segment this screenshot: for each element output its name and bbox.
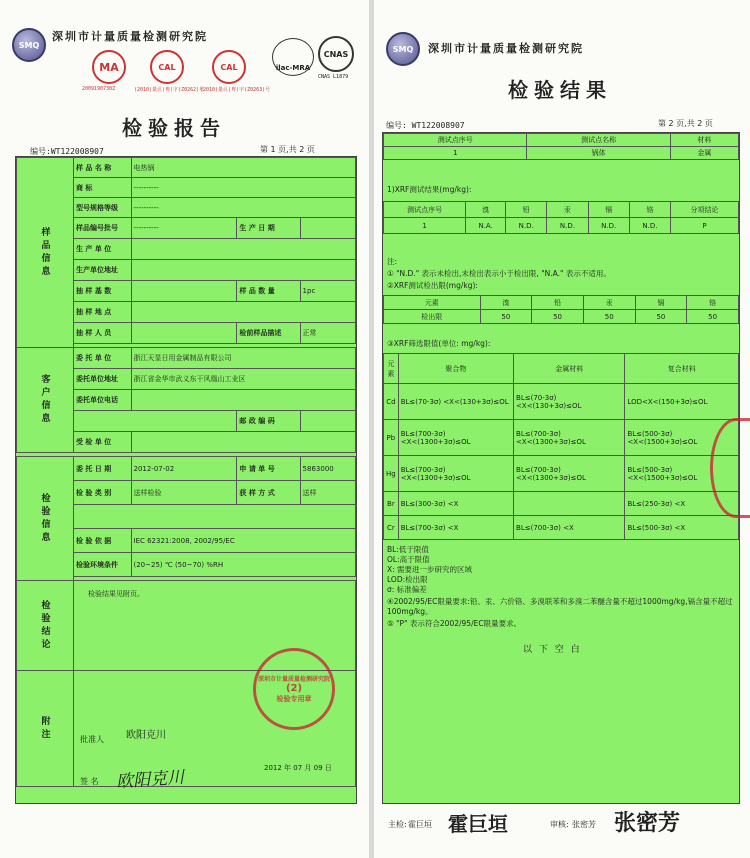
xrf-h-point: 测试点序号 (384, 202, 466, 218)
label-client: 委 托 单 位 (74, 348, 132, 369)
label-entrust-date: 委 托 日 期 (74, 457, 132, 481)
value-model: ---------- (131, 198, 356, 218)
screen-h-composite: 复合材料 (625, 354, 739, 384)
limit-h-cd: 镉 (635, 296, 687, 310)
screen-h-element: 元素 (384, 354, 399, 384)
point-material: 金属 (670, 147, 738, 160)
label-producer-addr: 生产单位地址 (74, 260, 132, 281)
screen-cell (514, 492, 625, 516)
note-3: ③XRF筛选限值(单位: mg/kg): (387, 339, 491, 348)
screen-element: Cr (384, 516, 399, 540)
screen-element: Cd (384, 384, 399, 420)
category-sample: 样品信息 (17, 158, 74, 348)
screen-cell: BL≤(70-3σ) <X<(130+3σ)≤OL (398, 384, 513, 420)
point-name: 锅体 (527, 147, 670, 160)
limit-h-cr: 铬 (687, 296, 739, 310)
screen-cell: BL≤(500-3σ) <X<(1500+3σ)≤OL (625, 420, 739, 456)
limit-h-hg: 汞 (583, 296, 635, 310)
value-env: (20~25) ℃ (50~70) %RH (131, 553, 356, 577)
limit-h-element: 元素 (384, 296, 481, 310)
legend-bl: BL:低于限值 (387, 545, 429, 554)
label-test-type: 检 验 类 别 (74, 481, 132, 505)
institute-name-2: 深圳市计量质量检测研究院 (428, 42, 584, 55)
xrf-cell: N.A. (466, 218, 506, 234)
screen-element: Hg (384, 456, 399, 492)
approver-name: 欧阳克川 (126, 730, 166, 741)
report-number: 编号:WT122008907 (30, 147, 104, 156)
limit-cell: 50 (687, 310, 739, 324)
cal-caption-2: (2010)量认(粤)字(Z0263)号 (200, 87, 271, 93)
ilac-logo: ilac-MRA (272, 38, 314, 76)
xrf-h-pb: 铅 (506, 202, 547, 218)
value-sample-qty: 1pc (300, 281, 355, 302)
results-form (382, 132, 740, 804)
reviewer-signature: 张密芳 (614, 810, 681, 836)
page-info-2: 第 2 页,共 2 页 (658, 119, 713, 128)
points-header-material: 材料 (670, 134, 738, 147)
report-number-2: 编号: WT122008907 (386, 121, 465, 130)
point-no: 1 (384, 147, 527, 160)
limit-cell: 50 (635, 310, 687, 324)
xrf-h-cd: 镉 (588, 202, 629, 218)
limit-h-br: 溴 (480, 296, 532, 310)
screen-cell: BL≤(70-3σ) <X<(130+3σ)≤OL (514, 384, 625, 420)
xrf-cell: N.D. (629, 218, 670, 234)
label-prod-date: 生 产 日 期 (237, 218, 300, 239)
label-sampling-base: 抽 样 基 数 (74, 281, 132, 302)
approver-signature: 欧阳克川 (115, 767, 185, 793)
screen-cell: BL≤(700-3σ) <X<(1300+3σ)≤OL (398, 420, 513, 456)
legend-ol: OL:高于限值 (387, 555, 430, 564)
xrf-h-hg: 汞 (547, 202, 588, 218)
xrf-cell: N.D. (588, 218, 629, 234)
label-client-addr: 委托单位地址 (74, 369, 132, 390)
approver-label: 批准人 (80, 735, 104, 744)
value-sampling-site (131, 302, 356, 323)
limit-cell: 50 (532, 310, 584, 324)
label-sample-method: 获 样 方 式 (237, 481, 300, 505)
label-sample-desc: 检前样品描述 (237, 323, 300, 344)
label-sample-qty: 样 品 数 量 (237, 281, 300, 302)
value-client-tel (131, 390, 356, 411)
inspector-name: 霍巨垣 (408, 820, 432, 829)
label-basis: 检 验 依 据 (74, 529, 132, 553)
xrf-cell: 1 (384, 218, 466, 234)
value-sampler (131, 323, 237, 344)
label-sampler: 抽 样 人 员 (74, 323, 132, 344)
xrf-h-result: 分项结论 (671, 202, 739, 218)
limit-h-pb: 铅 (532, 296, 584, 310)
value-producer (131, 239, 356, 260)
value-producer-addr (131, 260, 356, 281)
limit-cell: 50 (583, 310, 635, 324)
screen-cell: BL≤(700-3σ) <X<(1300+3σ)≤OL (398, 456, 513, 492)
legend-x: X: 需要进一步研究的区域 (387, 565, 473, 574)
screen-cell: BL≤(700-3σ) <X (514, 516, 625, 540)
xrf-cell: N.D. (547, 218, 588, 234)
label-client-tel: 委托单位电话 (74, 390, 132, 411)
page-info: 第 1 页,共 2 页 (260, 145, 315, 154)
inspector-signature: 霍巨垣 (448, 812, 508, 836)
screen-cell: BL≤(700-3σ) <X<(1300+3σ)≤OL (514, 420, 625, 456)
screen-cell: BL≤(700-3σ) <X<(1300+3σ)≤OL (514, 456, 625, 492)
value-postcode (300, 411, 355, 432)
limit-cell: 50 (480, 310, 532, 324)
label-postcode: 邮 政 编 码 (237, 411, 300, 432)
issue-date: 2012 年 07 月 09 日 (264, 764, 332, 772)
screen-cell: BL≤(500-3σ) <X (625, 516, 739, 540)
report-page-2 (374, 0, 750, 858)
blank-below: 以 下 空 白 (523, 645, 582, 655)
conclusion-text: 检验结果见附页。 (74, 581, 356, 671)
screen-cell: BL≤(300-3σ) <X (398, 492, 513, 516)
legend-lod: LOD:检出限 (387, 575, 428, 584)
value-sample-method: 送样 (300, 481, 355, 505)
value-sample-desc: 正常 (300, 323, 355, 344)
label-sample-name: 样 品 名 称 (74, 158, 132, 178)
note-1: ① "N.D." 表示未检出,未检出表示小于检出限, "N.A." 表示不适用。 (387, 269, 611, 278)
cnas-caption: CNAS L1879 (318, 74, 349, 80)
value-client: 浙江天显日用金属制品有限公司 (131, 348, 356, 369)
label-producer: 生 产 单 位 (74, 239, 132, 260)
report-page-1 (0, 0, 369, 858)
reviewer-label: 审核: (550, 820, 569, 829)
screen-cell: BL≤(500-3σ) <X<(1500+3σ)≤OL (625, 456, 739, 492)
label-sampling-site: 抽 样 地 点 (74, 302, 132, 323)
note-head: 注: (387, 257, 398, 266)
points-header-no: 测试点序号 (384, 134, 527, 147)
value-prod-date (300, 218, 355, 239)
results-title: 检验结果 (508, 78, 612, 102)
xrf-cell: N.D. (506, 218, 547, 234)
value-trademark: ---------- (131, 178, 356, 198)
cnas-logo: CNAS (318, 36, 354, 72)
reviewer-name: 张密芳 (572, 820, 596, 829)
screen-h-metal: 金属材料 (514, 354, 625, 384)
label-model: 型号规格等级 (74, 198, 132, 218)
screen-cell: LOD<X<(150+3σ)≤OL (625, 384, 739, 420)
xrf-h-br: 溴 (466, 202, 506, 218)
cal-mark-1: CAL (150, 50, 184, 84)
note-5: ⑤ "P" 表示符合2002/95/EC限量要求。 (387, 619, 522, 628)
points-header-name: 测试点名称 (527, 134, 670, 147)
screen-cell: BL≤(700-3σ) <X (398, 516, 513, 540)
cma-caption: 2009190730Z (82, 86, 116, 92)
category-conclusion: 检验结论 (17, 581, 74, 671)
legend-sigma: σ: 标准偏差 (387, 585, 427, 594)
value-test-type: 送样检验 (131, 481, 237, 505)
smq-logo: SMQ (12, 28, 46, 62)
value-sample-name: 电热锅 (131, 158, 356, 178)
value-entrust-date: 2012-07-02 (131, 457, 237, 481)
xrf-title: 1)XRF测试结果(mg/kg): (387, 185, 472, 194)
label-app-no: 申 请 单 号 (237, 457, 300, 481)
value-sampling-base (131, 281, 237, 302)
xrf-h-cr: 铬 (629, 202, 670, 218)
category-remarks: 附注 (17, 671, 74, 787)
value-receiver (131, 432, 356, 453)
institute-name: 深圳市计量质量检测研究院 (52, 30, 208, 43)
cma-mark: MA (92, 50, 126, 84)
label-trademark: 商 标 (74, 178, 132, 198)
value-basis: IEC 62321:2008, 2002/95/EC (131, 529, 356, 553)
label-receiver: 受 检 单 位 (74, 432, 132, 453)
cal-mark-2: CAL (212, 50, 246, 84)
label-sample-no: 样品编号批号 (74, 218, 132, 239)
inspection-seal: 深圳市计量质量检测研究院 (2) 检验专用章 (253, 648, 335, 730)
category-client: 客户信息 (17, 348, 74, 453)
limit-cell: 检出限 (384, 310, 481, 324)
note-2: ②XRF测试检出限(mg/kg): (387, 281, 478, 290)
report-title: 检验报告 (122, 116, 226, 140)
value-app-no: 5863000 (300, 457, 355, 481)
screen-element: Pb (384, 420, 399, 456)
sign-label: 签 名 (80, 777, 99, 786)
screen-cell: BL≤(250-3σ) <X (625, 492, 739, 516)
value-client-addr: 浙江省金华市武义东干风凰山工业区 (131, 369, 356, 390)
inspector-label: 主检: (388, 820, 407, 829)
cal-caption-1: (2010)量认(粤)字(Z0262)号 (134, 87, 205, 93)
value-sample-no: ---------- (131, 218, 237, 239)
note-4: ④2002/95/EC限量要求:铅、汞、六价铬、多溴联苯和多溴二苯醚含量不超过1000mg/kg,镉含量不超过100mg/kg。 (387, 597, 733, 616)
smq-logo-2: SMQ (386, 32, 420, 66)
xrf-cell: P (671, 218, 739, 234)
category-test: 检验信息 (17, 457, 74, 581)
label-env: 检验环境条件 (74, 553, 132, 577)
screen-element: Br (384, 492, 399, 516)
screen-h-polymer: 聚合物 (398, 354, 513, 384)
